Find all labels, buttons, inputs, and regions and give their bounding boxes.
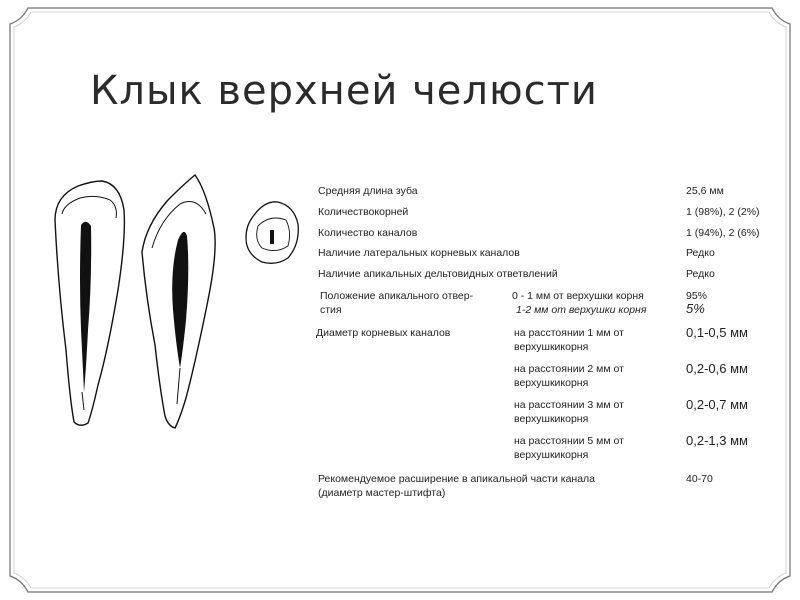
tooth-buccal-view bbox=[55, 181, 124, 425]
expansion-label-line1: Рекомендуемое расширение в апикальной части канала bbox=[318, 473, 596, 485]
foramen-label-line2: стия bbox=[320, 304, 342, 316]
foramen-condition-2: 1-2 мм от верхушки корня bbox=[516, 304, 647, 316]
lateral-canals-label: Наличие латеральных корневых каналов bbox=[318, 247, 520, 259]
diameter-5mm-value: 0,2-1,3 мм bbox=[686, 433, 748, 448]
apical-delta-value: Редко bbox=[686, 268, 715, 280]
foramen-value-2: 5% bbox=[686, 301, 705, 316]
diameter-2mm-line2: верхушкикорня bbox=[514, 377, 589, 389]
diameter-5mm-line2: верхушкикорня bbox=[514, 449, 589, 461]
expansion-label-line2: (диаметр мастер-штифта) bbox=[318, 487, 446, 499]
diameter-3mm-line1: на расстоянии 3 мм от bbox=[514, 399, 624, 411]
avg-length-label: Средняя длина зуба bbox=[318, 185, 418, 197]
foramen-label-line1: Положение апикального отвер- bbox=[320, 290, 474, 302]
canals-label: Количество каналов bbox=[318, 227, 418, 239]
diameter-3mm-value: 0,2-0,7 мм bbox=[686, 397, 748, 412]
roots-label: Количествокорней bbox=[318, 206, 409, 218]
diameter-1mm-line1: на расстоянии 1 мм от bbox=[514, 327, 624, 339]
diameter-3mm-line2: верхушкикорня bbox=[514, 413, 589, 425]
tooth-cross-section-view bbox=[246, 202, 298, 264]
diameter-2mm-line1: на расстоянии 2 мм от bbox=[514, 363, 624, 375]
foramen-condition-1: 0 - 1 мм от верхушки корня bbox=[512, 290, 644, 302]
canals-value: 1 (94%), 2 (6%) bbox=[686, 227, 760, 239]
foramen-value-1: 95% bbox=[686, 290, 708, 302]
diameter-1mm-line2: верхушкикорня bbox=[514, 341, 589, 353]
diameter-5mm-line1: на расстоянии 5 мм от bbox=[514, 435, 624, 447]
diameter-1mm-value: 0,1-0,5 мм bbox=[686, 325, 748, 340]
roots-value: 1 (98%), 2 (2%) bbox=[686, 206, 760, 218]
expansion-value: 40-70 bbox=[686, 473, 713, 485]
diameter-label: Диаметр корневых каналов bbox=[316, 327, 451, 339]
slide-title: Клык верхней челюсти bbox=[90, 68, 598, 114]
apical-delta-label: Наличие апикальных дельтовидных ответвлений bbox=[318, 268, 558, 280]
diameter-2mm-value: 0,2-0,6 мм bbox=[686, 361, 748, 376]
lateral-canals-value: Редко bbox=[686, 247, 715, 259]
avg-length-value: 25,6 мм bbox=[686, 185, 724, 197]
tooth-mesial-view bbox=[142, 175, 215, 428]
